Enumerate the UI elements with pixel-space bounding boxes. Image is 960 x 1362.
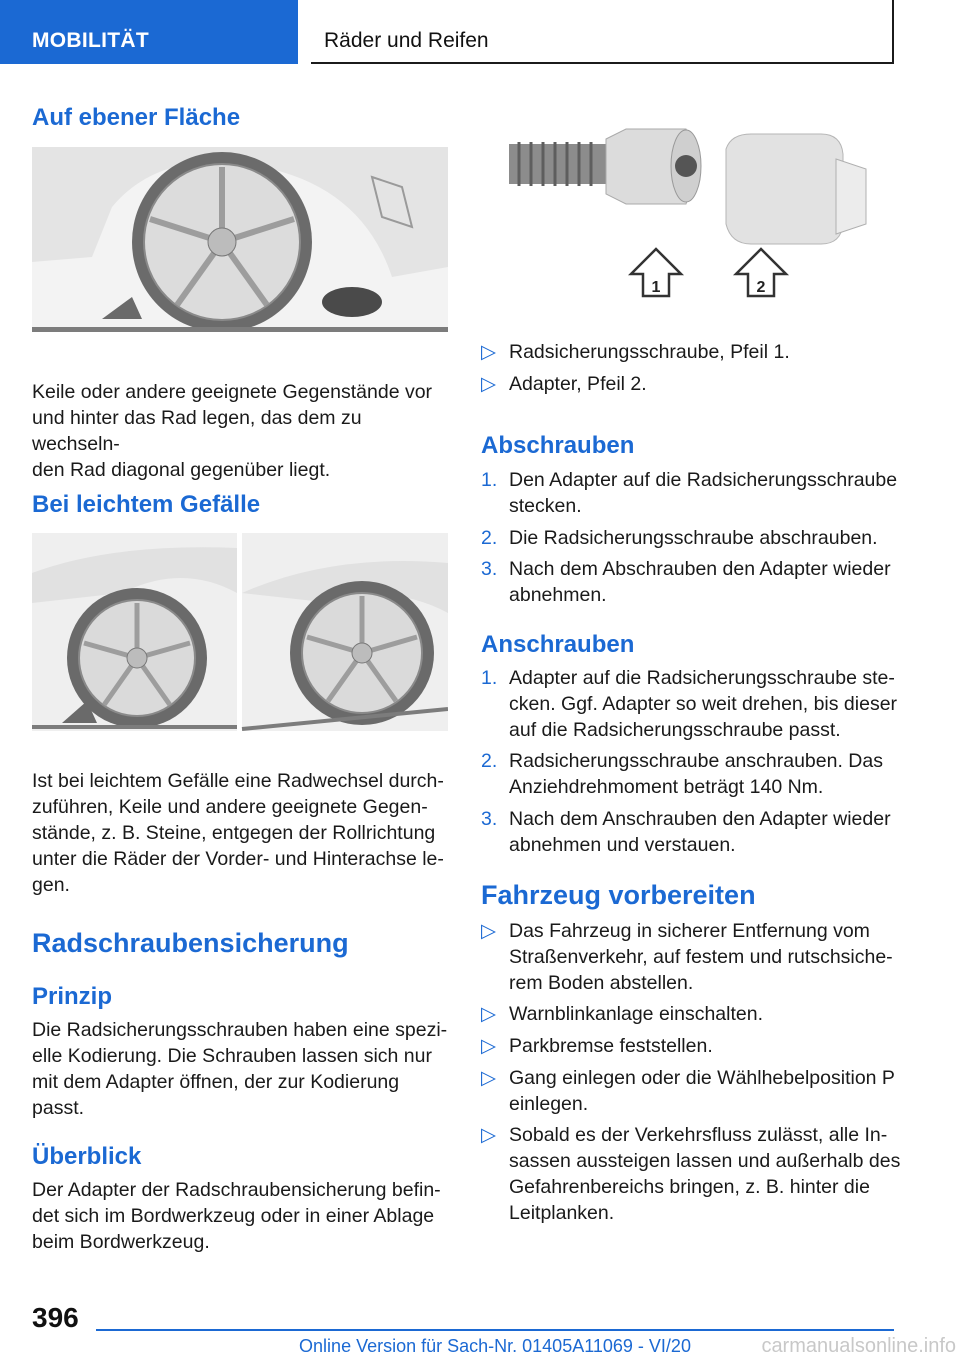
section-tab (0, 0, 298, 64)
heading-slight-slope: Bei leichtem Gefälle (32, 491, 261, 518)
text-line: stände, z. B. Steine, entgegen der Rollrichtung (32, 822, 436, 844)
arrow-label-2: 2 (756, 279, 766, 296)
footer-text: Online Version für Sach-Nr. 01405A11069 - VI/20 (299, 1336, 691, 1356)
list-item: 2. Die Radsicherungsschraube abschrauben. (481, 527, 878, 549)
figure-lock-bolt-adapter (481, 114, 895, 318)
text-line: Der Adapter der Radschraubensicherung befin‐ (32, 1179, 441, 1201)
text-line: beim Bordwerkzeug. (32, 1231, 210, 1253)
text-line: unter die Räder der Vorder- und Hinterachse le‐ (32, 848, 444, 870)
bullet-icon: ▷ (481, 373, 496, 395)
list-item: 1. Den Adapter auf die Radsicherungsschraube stecken. (481, 469, 898, 517)
arrow-label-1: 1 (651, 279, 661, 296)
list-item: ▷ Gang einlegen oder die Wählhebelposition P einlegen. (481, 1067, 895, 1115)
paragraph-overview (32, 1177, 452, 1255)
list-item: ▷ Sobald es der Verkehrsfluss zulässt, alle In‐ sassen aussteigen lassen und außerhalb des Gefahrenbereichs bringen, z. B. hinter die Leitplanken. (481, 1124, 901, 1224)
text-line: Ist bei leichtem Gefälle eine Radwechsel durch‐ (32, 770, 444, 792)
heading-wheel-lock: Radschraubensicherung (32, 928, 349, 958)
bullet-icon: ▷ (481, 1067, 496, 1089)
list-item: ▷ Radsicherungsschraube, Pfeil 1. (481, 341, 790, 363)
topic-header (311, 0, 894, 64)
list-item: 1. Adapter auf die Radsicherungsschraube ste‐ cken. Ggf. Adapter so weit drehen, bis dieser auf die Radsicherungsschraube passt. (481, 667, 898, 741)
heading-flat-surface: Auf ebener Fläche (32, 104, 241, 131)
text-line: mit dem Adapter öffnen, der zur Kodierung (32, 1071, 400, 1093)
topic-title: Räder und Reifen (324, 29, 489, 52)
heading-overview: Überblick (32, 1143, 142, 1170)
list-item: ▷ Parkbremse feststellen. (481, 1035, 713, 1057)
figure-wheels-slope (32, 533, 448, 731)
bullet-icon: ▷ (481, 1124, 496, 1146)
text-line: passt. (32, 1097, 85, 1119)
paragraph-principle (32, 1017, 452, 1121)
list-item: ▷ Adapter, Pfeil 2. (481, 373, 647, 395)
list-item: 2. Radsicherungsschraube anschrauben. Das Anziehdrehmoment beträgt 140 Nm. (481, 750, 883, 798)
list-item: ▷ Das Fahrzeug in sicherer Entfernung vom Straßenverkehr, auf festem und rutschsiche‐ rem Boden abstellen. (481, 920, 893, 994)
text-line: Keile oder andere geeignete Gegenstände vor (32, 381, 433, 403)
list-item: 3. Nach dem Abschrauben den Adapter wieder abnehmen. (481, 558, 891, 606)
text-line: Die Radsicherungsschrauben haben eine spezi‐ (32, 1019, 448, 1041)
bullet-icon: ▷ (481, 1003, 496, 1025)
figure-wheel-flat (32, 147, 448, 332)
watermark: carmanualsonline.info (761, 1335, 956, 1357)
bullet-icon: ▷ (481, 341, 496, 363)
section-title: MOBILITÄT (32, 29, 150, 52)
paragraph-flat (32, 379, 452, 483)
heading-unscrew: Abschrauben (481, 432, 635, 459)
heading-screw-on: Anschrauben (481, 631, 635, 658)
text-line: det sich im Bordwerkzeug oder in einer Ablage (32, 1205, 435, 1227)
footer-divider (96, 1329, 894, 1331)
bullet-icon: ▷ (481, 1035, 496, 1057)
text-line: den Rad diagonal gegenüber liegt. (32, 459, 331, 481)
list-item: 3. Nach dem Anschrauben den Adapter wieder abnehmen und verstauen. (481, 808, 891, 856)
heading-prepare-vehicle: Fahrzeug vorbereiten (481, 880, 756, 910)
paragraph-slope (32, 768, 452, 898)
heading-principle: Prinzip (32, 983, 113, 1010)
text-line: gen. (32, 874, 70, 896)
list-item: ▷ Warnblinkanlage einschalten. (481, 1003, 764, 1025)
bullet-icon: ▷ (481, 920, 496, 942)
text-line: und hinter das Rad legen, das dem zu wechseln‐ (32, 407, 362, 455)
page-number: 396 (32, 1302, 79, 1333)
text-line: zuführen, Keile und andere geeignete Gegen‐ (32, 796, 428, 818)
text-line: elle Kodierung. Die Schrauben lassen sich nur (32, 1045, 432, 1067)
